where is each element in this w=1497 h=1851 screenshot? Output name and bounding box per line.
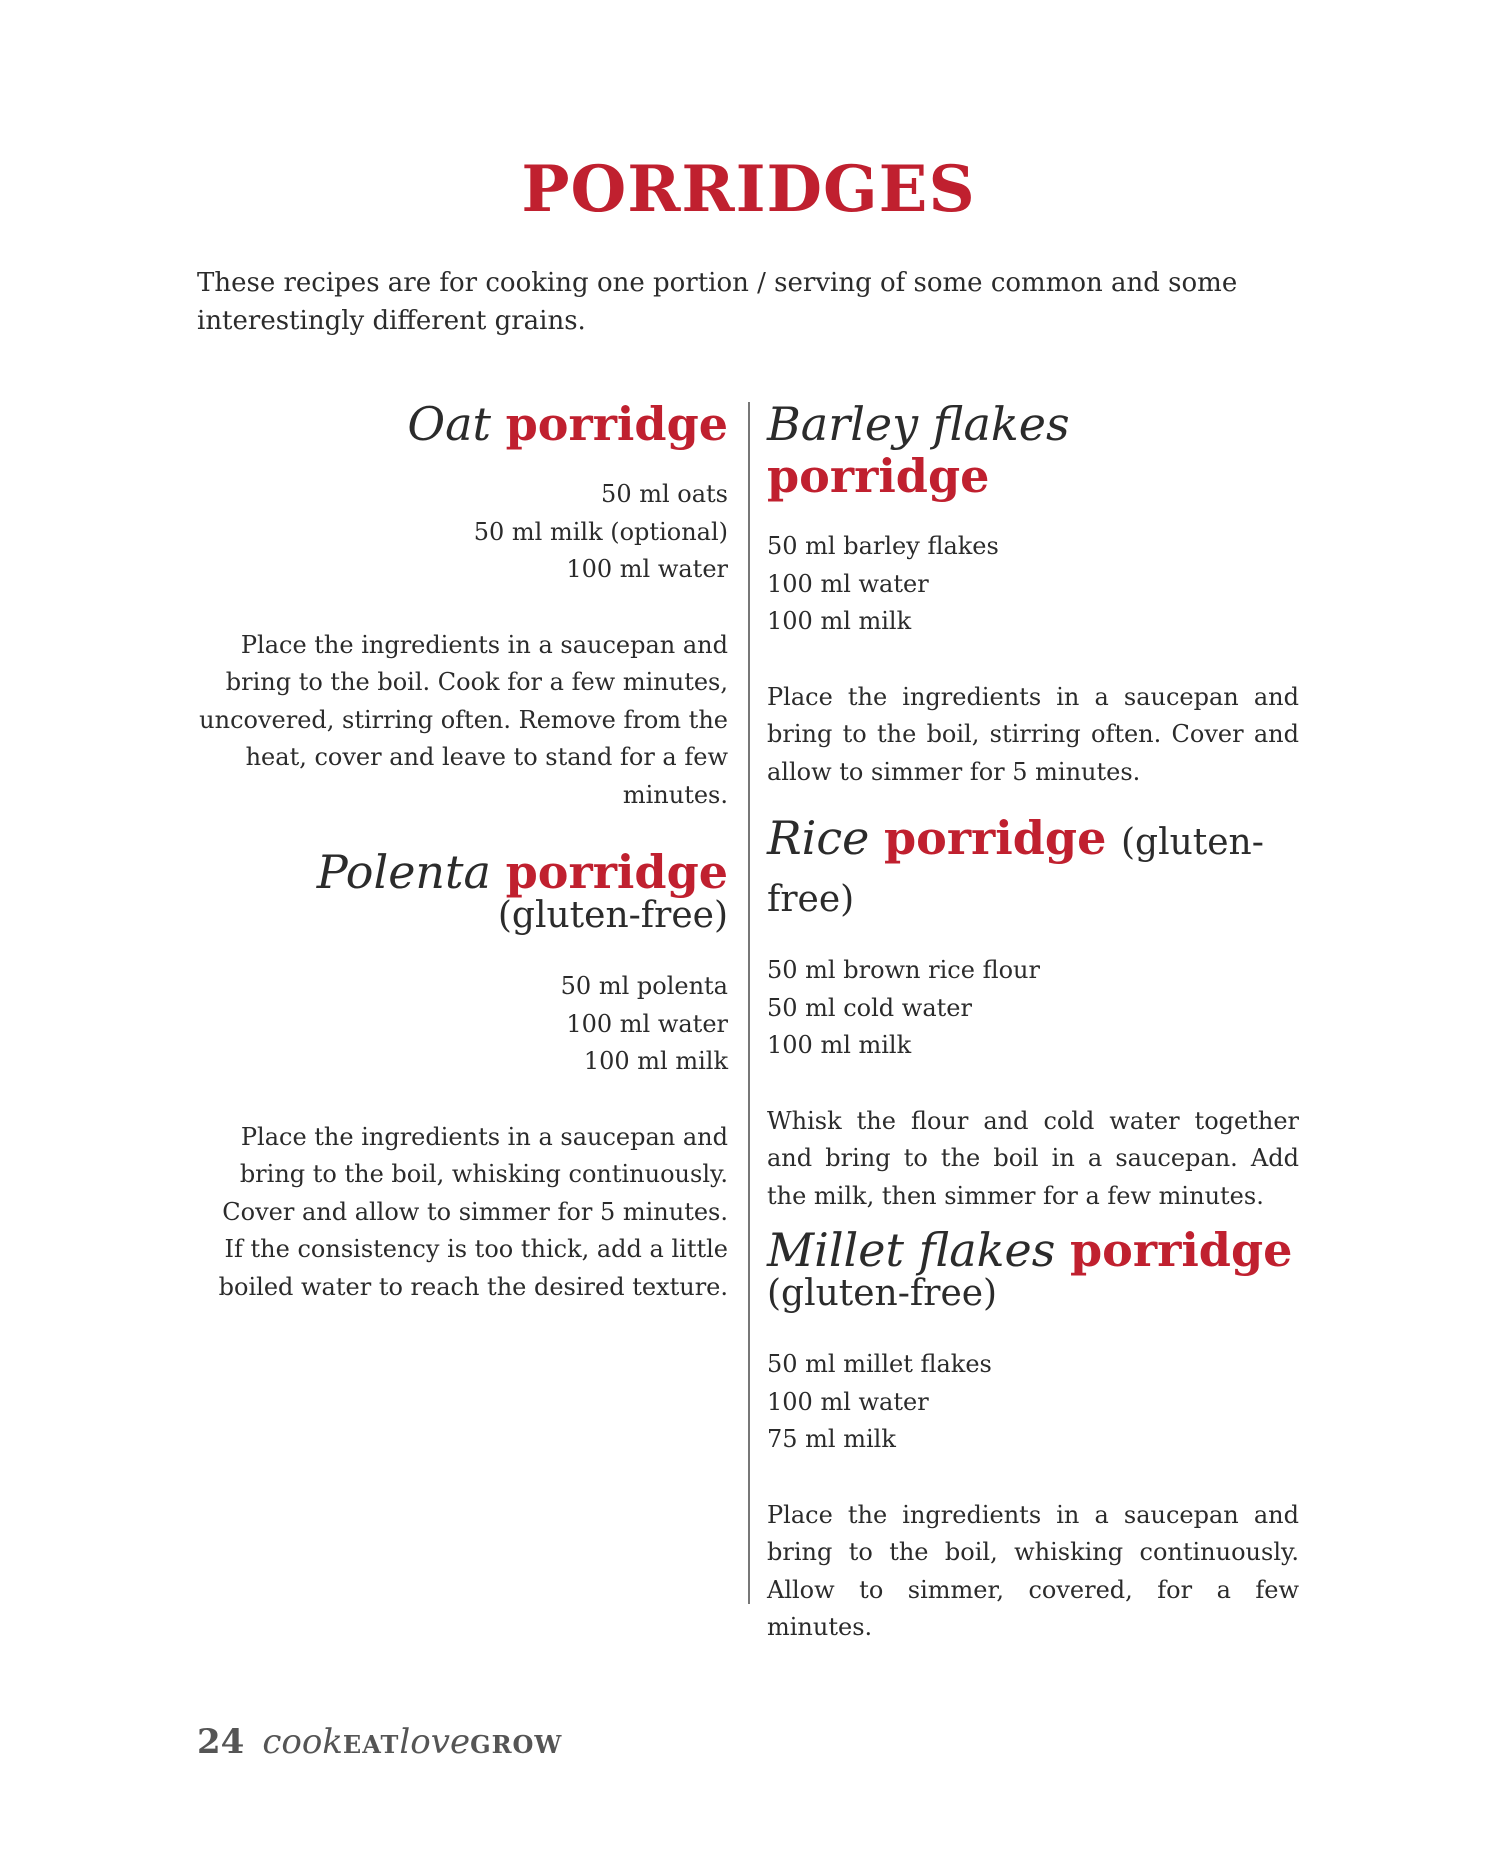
brand-grow: grow xyxy=(470,1722,563,1762)
recipe-barley xyxy=(767,398,1299,791)
method-oat: Place the ingredients in a saucepan and bring to the boil. Cook for a few minutes, uncovered, stirring often. Remove from the heat, cover and leave to stand for a few minutes. xyxy=(199,630,728,809)
recipe-name: Oat xyxy=(407,397,491,451)
method-rice: Whisk the flour and cold water together and bring to the boil in a saucepan. Add the milk, then simmer for a few minutes. xyxy=(767,1106,1299,1210)
recipe-note: (gluten-free) xyxy=(767,1273,998,1314)
ingredient-list-millet xyxy=(767,1346,1299,1459)
recipe-accent: porridge xyxy=(767,449,990,503)
recipe-title-rice xyxy=(767,812,1299,926)
ingredient-item: 100 ml milk xyxy=(583,1047,728,1075)
ingredient-list-barley xyxy=(767,528,1299,641)
ingredient-item: 100 ml water xyxy=(566,555,728,583)
ingredient-item: 100 ml water xyxy=(767,569,929,598)
recipe-accent: porridge xyxy=(1070,1223,1293,1277)
recipe-title-barley xyxy=(767,398,1299,502)
recipe-oat xyxy=(197,398,728,814)
recipe-rice xyxy=(767,812,1299,1215)
column-divider xyxy=(748,402,750,1604)
brand-love: love xyxy=(399,1722,471,1762)
method-barley: Place the ingredients in a saucepan and bring to the boil, stirring often. Cover and allow to simmer for 5 minutes. xyxy=(767,682,1299,786)
page-title: PORRIDGES xyxy=(521,152,976,227)
recipe-millet xyxy=(767,1224,1299,1647)
method-polenta: Place the ingredients in a saucepan and bring to the boil, whisking continuously. Cover and allow to simmer for 5 minutes. If the consistency is too thick, add a little boiled water to reach the desired texture. xyxy=(218,1122,728,1301)
ingredient-list-polenta xyxy=(197,968,728,1081)
ingredient-item: 50 ml oats xyxy=(601,480,728,508)
recipe-title-oat xyxy=(197,398,728,450)
ingredient-item: 50 ml milk (optional) xyxy=(473,517,728,546)
ingredient-item: 50 ml millet flakes xyxy=(767,1350,992,1378)
ingredient-list-oat xyxy=(197,476,728,589)
recipe-title-polenta xyxy=(197,846,728,934)
ingredient-item: 50 ml polenta xyxy=(560,972,728,1000)
recipe-name: Rice xyxy=(767,811,870,865)
brand-eat: eat xyxy=(342,1722,400,1762)
ingredient-item: 100 ml water xyxy=(767,1387,929,1416)
recipe-name: Millet flakes xyxy=(767,1223,1056,1277)
ingredient-item: 100 ml milk xyxy=(767,607,912,635)
recipe-polenta xyxy=(197,846,728,1306)
recipe-name: Barley flakes xyxy=(767,397,1070,451)
recipe-name: Polenta xyxy=(316,845,491,899)
recipe-accent: porridge xyxy=(505,397,728,451)
recipe-title-millet xyxy=(767,1224,1299,1312)
recipe-note: (gluten-free) xyxy=(767,822,1264,920)
page-footer xyxy=(197,1722,562,1762)
ingredient-item: 50 ml barley flakes xyxy=(767,532,999,560)
ingredient-item: 50 ml cold water xyxy=(767,993,972,1022)
ingredient-item: 100 ml water xyxy=(566,1009,728,1038)
method-millet: Place the ingredients in a saucepan and bring to the boil, whisking continuously. Allow to simmer, covered, for a few minutes. xyxy=(767,1500,1299,1641)
brand-cook: cook xyxy=(262,1722,343,1762)
recipe-note: (gluten-free) xyxy=(497,895,728,936)
page-number: 24 xyxy=(197,1722,245,1762)
ingredient-list-rice xyxy=(767,952,1299,1065)
recipe-accent: porridge xyxy=(883,811,1107,865)
ingredient-item: 100 ml milk xyxy=(767,1031,912,1059)
intro-paragraph: These recipes are for cooking one portion / serving of some common and some interestingly different grains. xyxy=(197,268,1238,336)
ingredient-item: 50 ml brown rice flour xyxy=(767,956,1040,984)
recipe-accent: porridge xyxy=(505,845,728,899)
ingredient-item: 75 ml milk xyxy=(767,1425,896,1453)
